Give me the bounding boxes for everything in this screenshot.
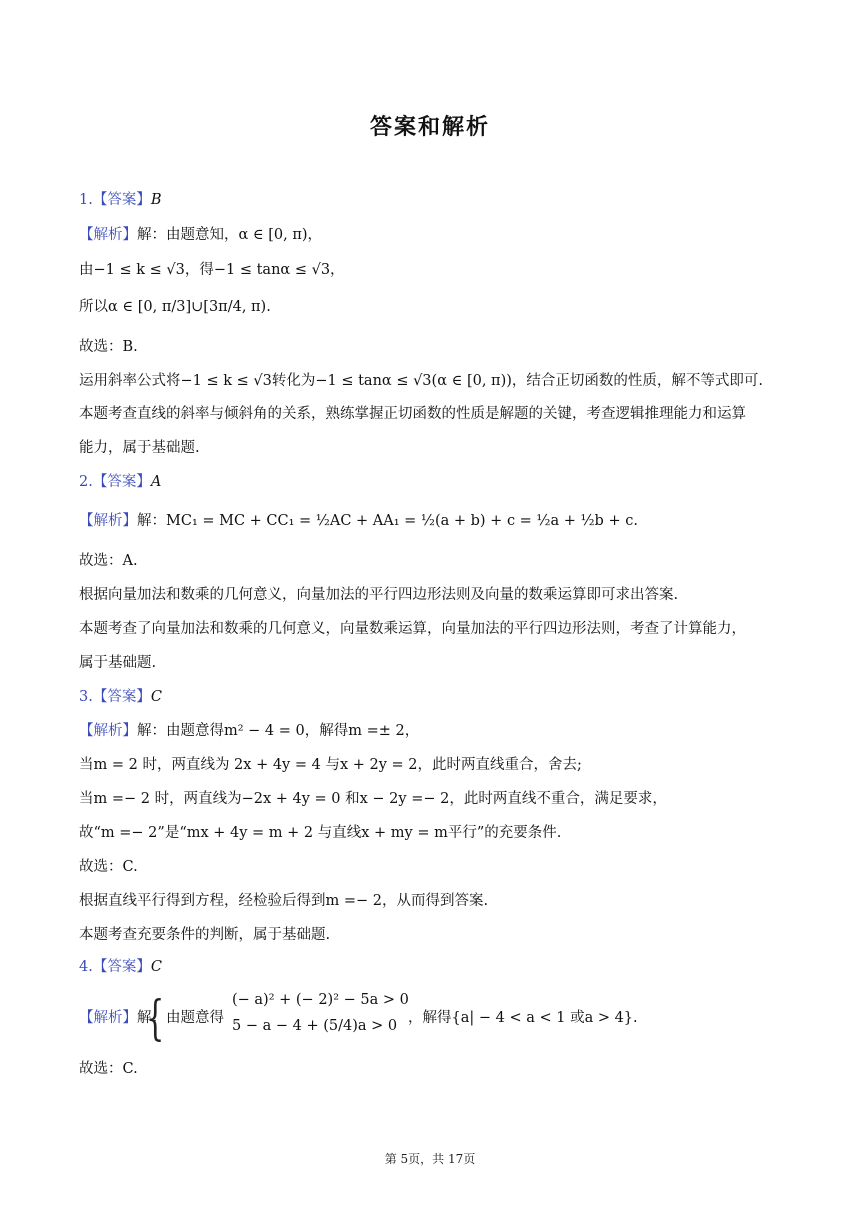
q4-answer-label: 4.【答案】 (79, 959, 151, 975)
q3-analysis-line (79, 721, 419, 741)
q2-text-4: 本题考查了向量加法和数乘的几何意义，向量数乘运算，向量加法的平行四边形法则，考查了计算能力， (79, 621, 746, 637)
q3-text-4: 故“m =− 2”是“mx + 4y = m + 2 与直线x + my = m平行”的充要条件. (79, 825, 562, 841)
q4-result: ，解得{a| − 4 < a < 1 或a > 4}. (408, 1010, 638, 1026)
q1-answer: B (150, 192, 162, 208)
q1-analysis-label: 【解析】 (79, 227, 137, 243)
q4-answer: C (150, 959, 162, 975)
q2-answer-line (79, 472, 161, 492)
q1-text-1: 解：由题意知，α ∈ [0, π)， (137, 227, 323, 243)
q4-choice: 故选：C. (79, 1061, 138, 1077)
q1-answer-line (79, 190, 162, 210)
q3-text-3: 当m =− 2 时，两直线为−2x + 4y = 0 和x − 2y =− 2，此时两直线不重合，满足要求， (79, 791, 667, 807)
q3-answer-line (79, 687, 162, 707)
page-footer: 第 5页，共 17页 (384, 1152, 476, 1166)
q3-text-7: 本题考查充要条件的判断，属于基础题. (79, 927, 331, 943)
q1-text-7: 能力，属于基础题. (79, 440, 200, 456)
q4-lead: 解：由题意得 (137, 1010, 224, 1026)
q2-answer-label: 2.【答案】 (79, 474, 151, 490)
q1-analysis-line (79, 225, 322, 245)
q2-answer: A (150, 474, 162, 490)
q3-analysis-label: 【解析】 (79, 723, 137, 739)
q2-choice: 故选：A. (79, 553, 138, 569)
q3-choice: 故选：C. (79, 859, 138, 875)
page-title: 答案和解析 (369, 115, 490, 140)
q1-text-3: 所以α ∈ [0, π/3]∪[3π/4, π). (79, 299, 271, 315)
q4-system-eq-1: (− a)² + (− 2)² − 5a > 0 (232, 992, 409, 1008)
system-brace-icon: { (146, 990, 165, 1046)
q1-text-6: 本题考查直线的斜率与倾斜角的关系，熟练掌握正切函数的性质是解题的关键，考查逻辑推理能力和运算 (79, 406, 746, 422)
q3-text-1: 解：由题意得m² − 4 = 0，解得m =± 2， (137, 723, 420, 739)
q1-text-2: 由−1 ≤ k ≤ √3，得−1 ≤ tanα ≤ √3， (79, 262, 345, 278)
q3-answer: C (150, 689, 162, 705)
q2-text-3: 根据向量加法和数乘的几何意义，向量加法的平行四边形法则及向量的数乘运算即可求出答案. (79, 587, 679, 603)
q3-text-6: 根据直线平行得到方程，经检验后得到m =− 2，从而得到答案. (79, 893, 489, 909)
q2-text-5: 属于基础题. (79, 655, 157, 671)
q1-text-5: 运用斜率公式将−1 ≤ k ≤ √3转化为−1 ≤ tanα ≤ √3(α ∈ [0, π))，结合正切函数的性质，解不等式即可. (79, 373, 763, 389)
q1-answer-label: 1.【答案】 (79, 192, 151, 208)
q4-system-eq-2: 5 − a − 4 + (5/4)a > 0 (232, 1018, 398, 1034)
q2-analysis-line (79, 511, 638, 531)
q2-analysis-label: 【解析】 (79, 513, 137, 529)
q1-choice: 故选：B. (79, 339, 138, 355)
q3-answer-label: 3.【答案】 (79, 689, 151, 705)
q4-answer-line (79, 957, 162, 977)
q3-text-2: 当m = 2 时，两直线为 2x + 4y = 4 与x + 2y = 2，此时两直线重合，舍去; (79, 757, 582, 773)
q4-analysis-label: 【解析】 (79, 1010, 137, 1026)
q2-text-1: 解：MC₁ = MC + CC₁ = ½AC + AA₁ = ½(a + b) + c = ½a + ½b + c. (137, 513, 638, 529)
